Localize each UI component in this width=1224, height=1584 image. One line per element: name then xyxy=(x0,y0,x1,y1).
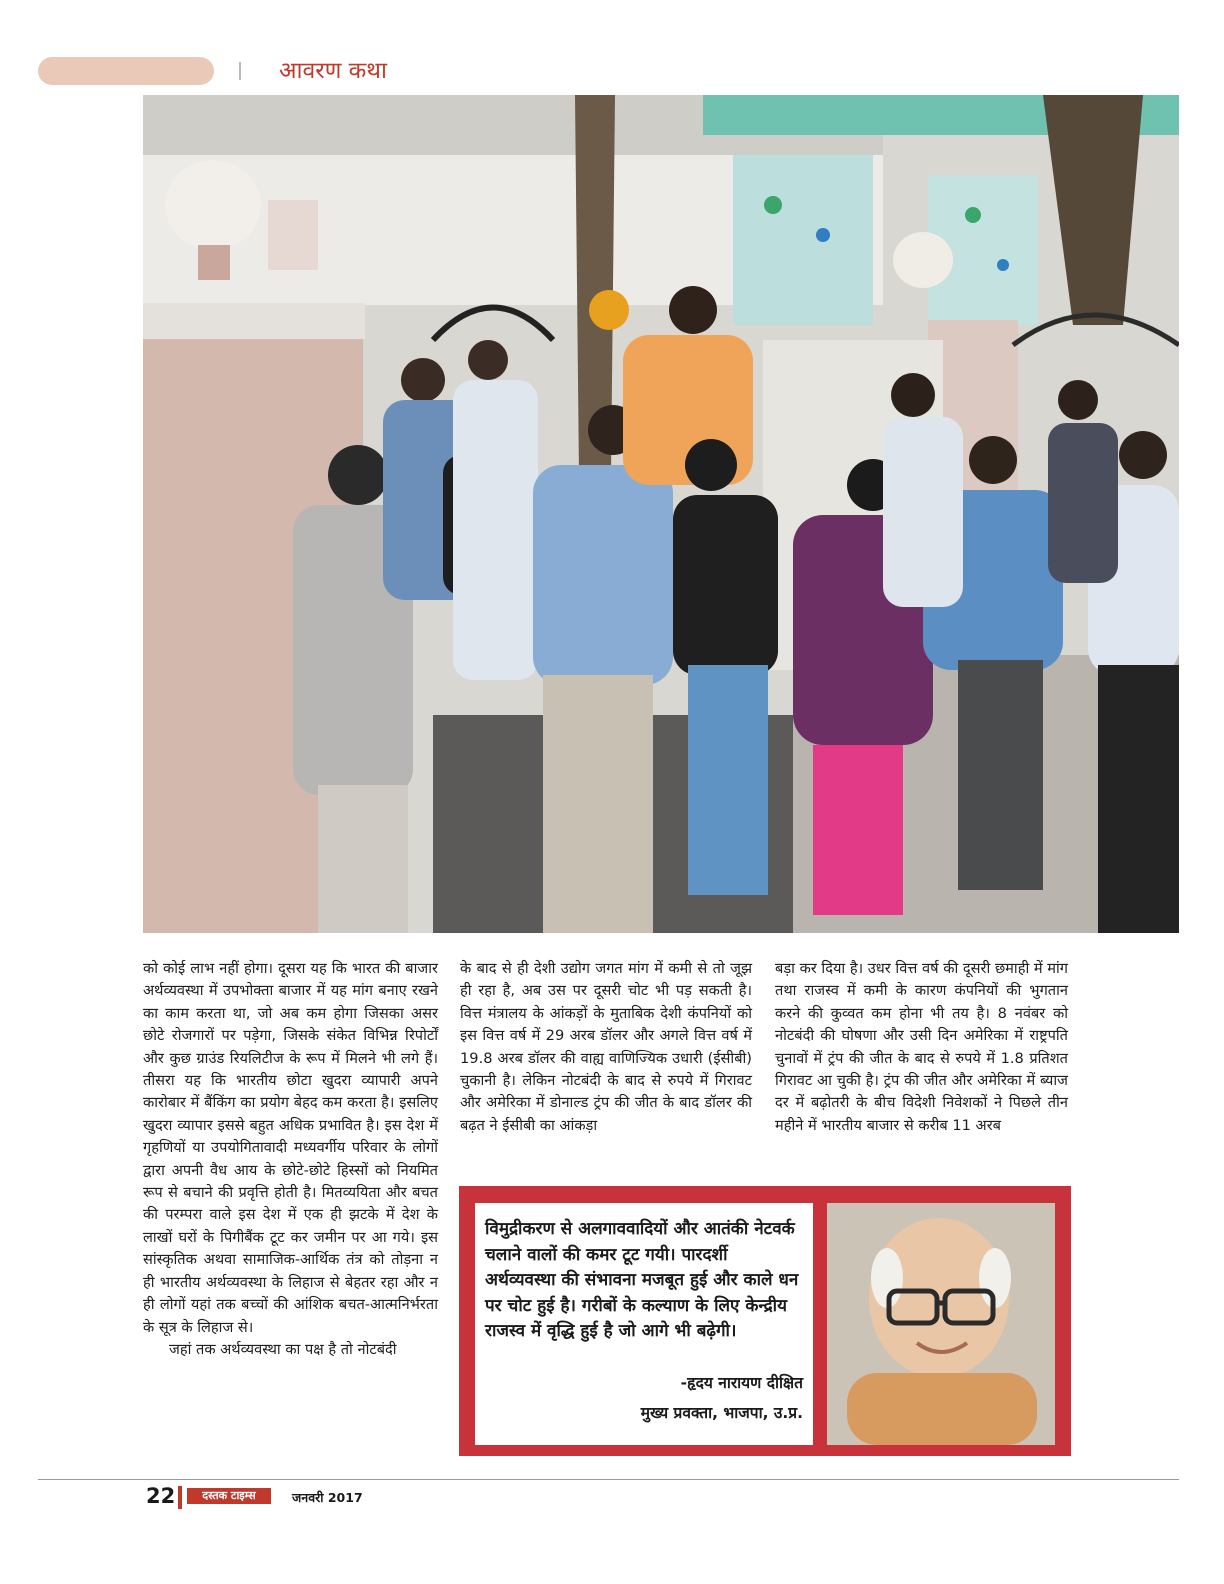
magazine-logo: दस्तक टाइम्स xyxy=(187,1488,271,1504)
quote-panel xyxy=(475,1203,813,1445)
quote-text: विमुद्रीकरण से अलगाववादियों और आतंकी नेटवर्क चलाने वालों की कमर टूट गयी। पारदर्शी अर्थव्यवस्था की संभावना मजबूत हुई और काले धन पर चोट हुई है। गरीबों के कल्याण के लिए केन्द्रीय राजस्व में वृद्धि हुई है जो आगे भी बढ़ेगी। xyxy=(485,1219,799,1341)
cover-photo xyxy=(143,95,1179,933)
footer-rule xyxy=(38,1479,1179,1480)
section-pill xyxy=(38,57,214,85)
article-column-1 xyxy=(143,958,438,1361)
page-number: 22 xyxy=(146,1484,176,1508)
author-portrait xyxy=(827,1203,1055,1445)
issue-date: जनवरी 2017 xyxy=(292,1490,363,1505)
quote-author: -हृदय नारायण दीक्षित xyxy=(680,1374,803,1392)
column-1-tail: जहां तक अर्थव्यवस्था का पक्ष है तो नोटबंदी xyxy=(169,1340,397,1358)
footer-divider xyxy=(178,1486,182,1509)
article-column-3 xyxy=(775,958,1068,1137)
column-1-text: को कोई लाभ नहीं होगा। दूसरा यह कि भारत की बाजार अर्थव्यवस्था में उपभोक्ता बाजार में यह मांग बनाए रखने का काम करता था, जो अब कम होगा जिसका असर छोटे रोजगारों पर पड़ेगा, जिसके संकेत विभिन्न रिपोर्टों और कुछ ग्राउंड रियलिटीज के रूप में मिलने भी लगे हैं। तीसरा यह कि भारतीय छोटा खुदरा व्यापारी अपने कारोबार में बैंकिंग का प्रयोग बेहद कम करता है। इसलिए खुदरा व्यापार इससे बहुत अधिक प्रभावित है। इस देश में गृहणियों या उपयोगितावादी मध्यवर्गीय परिवार के लोगों द्वारा अपनी वैध आय के छोटे-छोटे हिस्सों को नियमित रूप से बचाने की प्रवृत्ति होती है। मितव्ययिता और बचत की परम्परा वाले इस देश में एक ही झटके में देश के लाखों घरों के पिगीबैंक टूट कर जमीन पर आ गये। इस सांस्कृतिक अथवा सामाजिक-आर्थिक तंत्र को तोड़ना न ही भारतीय अर्थव्यवस्था के लिहाज से बेहतर रहा और न ही लोगों यहां तक बच्चों की आंशिक बचत-आत्मनिर्भरता के सूत्र के लिहाज से। xyxy=(143,960,438,1336)
column-3-text: बड़ा कर दिया है। उधर वित्त वर्ष की दूसरी छमाही में मांग तथा राजस्व में कमी के कारण कंपनियों की भुगतान करने की कुव्वत कम होना भी तय है। 8 नवंबर को नोटबंदी की घोषणा और उसी दिन अमेरिका में राष्ट्रपति चुनावों में ट्रंप की जीत के बाद से रुपये में 1.8 प्रतिशत गिरावट आ चुकी है। ट्रंप की जीत और अमेरिका में ब्याज दर में बढ़ोतरी के बीच विदेशी निवेशकों ने पिछले तीन महीने में भारतीय बाजार से करीब 11 अरब xyxy=(775,960,1068,1134)
quote-author-role: मुख्य प्रवक्ता, भाजपा, उ.प्र. xyxy=(640,1404,803,1422)
article-column-2 xyxy=(460,958,752,1137)
header-divider xyxy=(239,62,241,80)
section-title: आवरण कथा xyxy=(279,58,387,84)
column-2-text: के बाद से ही देशी उद्योग जगत मांग में कमी से तो जूझ ही रहा है, अब उस पर दूसरी चोट भी पड़ सकती है। वित्त मंत्रालय के आंकड़ों के मुताबिक देशी कंपनियों को इस वित्त वर्ष में 29 अरब डॉलर और अगले वित्त वर्ष में 19.8 अरब डॉलर की वाह्य वाणिज्यिक उधारी (ईसीबी) चुकानी है। लेकिन नोटबंदी के बाद से रुपये में गिरावट और अमेरिका में डोनाल्ड ट्रंप की जीत के बाद डॉलर की बढ़त ने ईसीबी का आंकड़ा xyxy=(460,960,752,1134)
